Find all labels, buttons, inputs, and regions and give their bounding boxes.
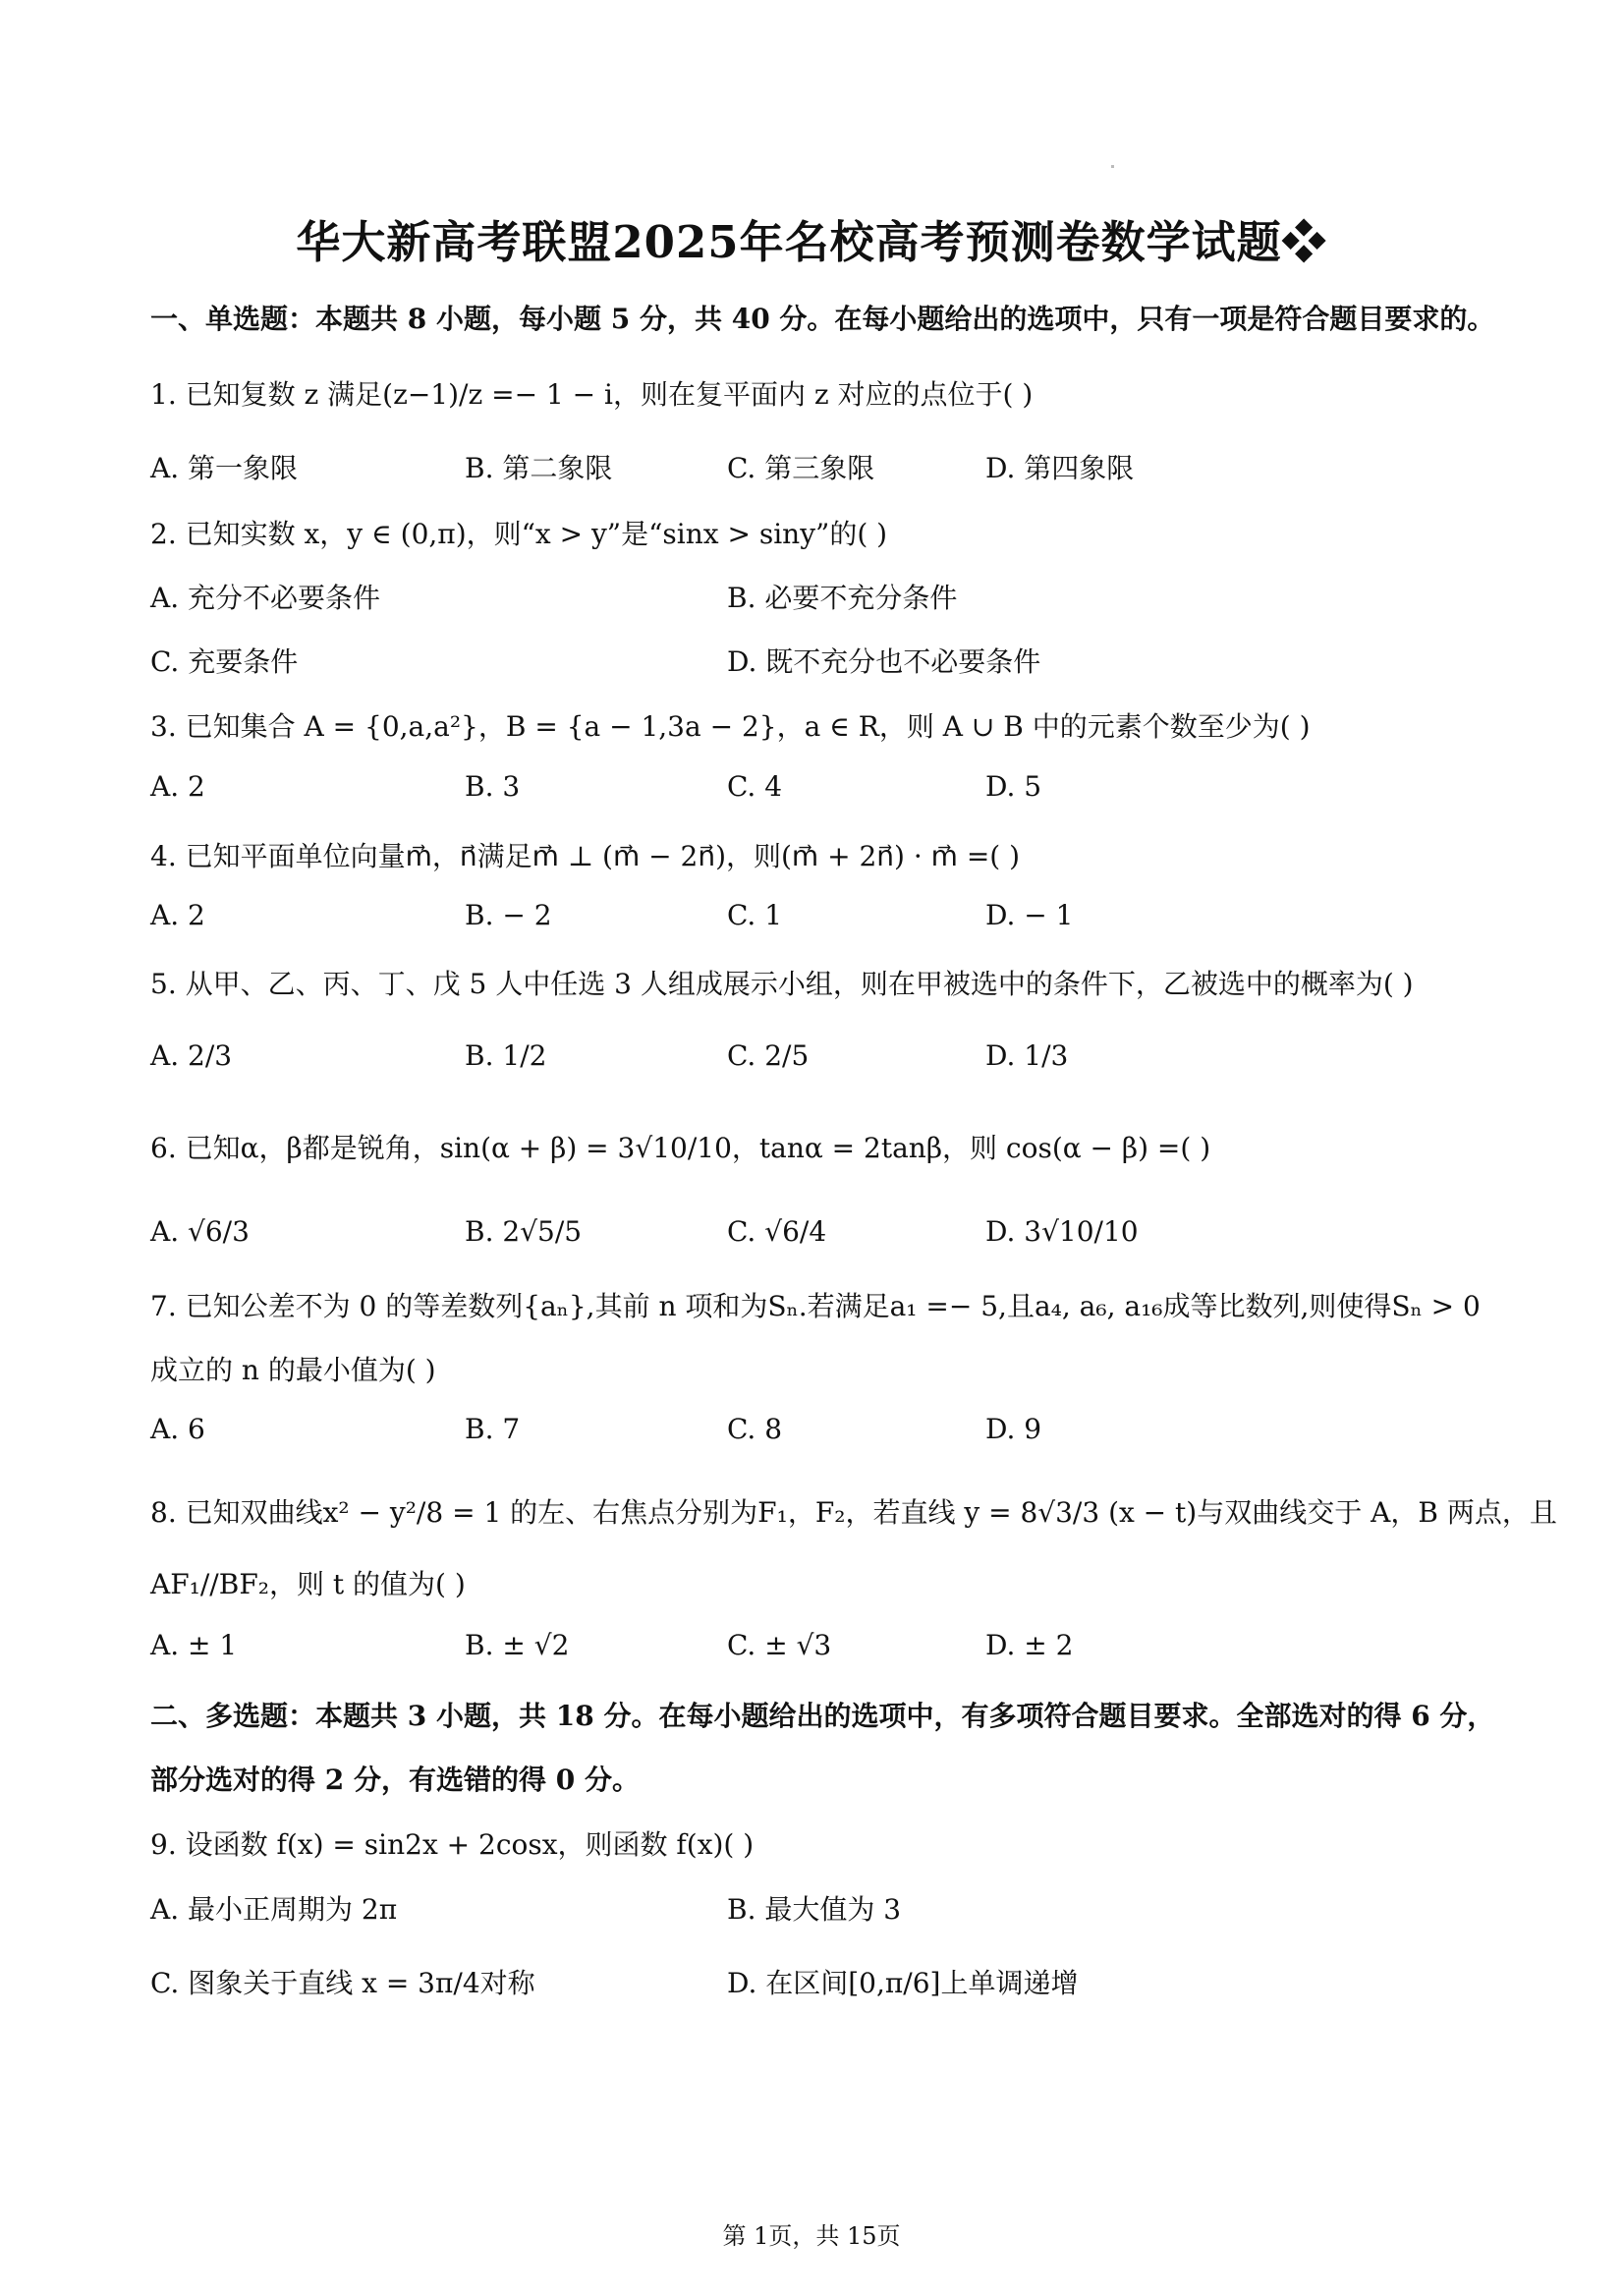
q4-option-c: C. 1: [727, 899, 783, 931]
page-title: 华大新高考联盟2025年名校高考预测卷数学试题❖: [296, 216, 1327, 268]
q5-option-a: A. 2/3: [150, 1039, 233, 1072]
q6-option-b: B. 2√5/5: [465, 1215, 583, 1248]
q5-option-b: B. 1/2: [465, 1039, 547, 1072]
q6-option-a: A. √6/3: [150, 1215, 250, 1248]
q1-option-c: C. 第三象限: [727, 452, 875, 484]
q7-option-a: A. 6: [150, 1413, 205, 1445]
question-8-line-2: AF₁//BF₂，则 t 的值为( ): [150, 1568, 466, 1600]
q4-option-d: D. − 1: [985, 899, 1074, 931]
question-5: 5. 从甲、乙、丙、丁、戊 5 人中任选 3 人组成展示小组，则在甲被选中的条件下，乙被选中的概率为( ): [150, 968, 1414, 1000]
q1-option-b: B. 第二象限: [465, 452, 613, 484]
question-3: 3. 已知集合 A = {0,a,a²}，B = {a − 1,3a − 2}，a ∈ R，则 A ∪ B 中的元素个数至少为( ): [150, 710, 1311, 743]
question-1: 1. 已知复数 z 满足(z−1)/z =− 1 − i，则在复平面内 z 对应的点位于( ): [150, 378, 1034, 411]
q8-option-d: D. ± 2: [985, 1629, 1074, 1661]
q7-option-b: B. 7: [465, 1413, 521, 1445]
q4-option-a: A. 2: [150, 899, 205, 931]
page-footer: 第 1页，共 15页: [722, 2222, 901, 2250]
q9-option-d: D. 在区间[0,π/6]上单调递增: [727, 1967, 1079, 1999]
question-7-line-2: 成立的 n 的最小值为( ): [150, 1354, 436, 1386]
q9-option-c: C. 图象关于直线 x = 3π/4对称: [150, 1967, 535, 1999]
section-2-heading-line-2: 部分选对的得 2 分，有选错的得 0 分。: [150, 1764, 640, 1796]
section-1-heading: 一、单选题：本题共 8 小题，每小题 5 分，共 40 分。在每小题给出的选项中，只有一项是符合题目要求的。: [150, 303, 1495, 335]
question-4: 4. 已知平面单位向量m⃗，n⃗满足m⃗ ⊥ (m⃗ − 2n⃗)，则(m⃗ + 2n⃗) · m⃗ =( ): [150, 840, 1021, 872]
q3-option-d: D. 5: [985, 770, 1042, 803]
q2-option-d: D. 既不充分也不必要条件: [727, 645, 1041, 678]
q4-option-b: B. − 2: [465, 899, 552, 931]
q7-option-d: D. 9: [985, 1413, 1042, 1445]
q5-option-c: C. 2/5: [727, 1039, 810, 1072]
section-2-heading-line-1: 二、多选题：本题共 3 小题，共 18 分。在每小题给出的选项中，有多项符合题目要求。全部选对的得 6 分，: [150, 1700, 1495, 1732]
q7-option-c: C. 8: [727, 1413, 783, 1445]
q2-option-a: A. 充分不必要条件: [150, 582, 381, 614]
question-8-line-1: 8. 已知双曲线x² − y²/8 = 1 的左、右焦点分别为F₁，F₂，若直线 y = 8√3/3 (x − t)与双曲线交于 A，B 两点，且: [150, 1496, 1557, 1529]
q3-option-c: C. 4: [727, 770, 783, 803]
q8-option-b: B. ± √2: [465, 1629, 570, 1661]
q1-option-a: A. 第一象限: [150, 452, 299, 484]
question-2: 2. 已知实数 x，y ∈ (0,π)，则“x > y”是“sinx > siny”的( ): [150, 518, 888, 550]
scan-speck: [1111, 165, 1114, 168]
question-6: 6. 已知α，β都是锐角，sin(α + β) = 3√10/10，tanα = 2tanβ，则 cos(α − β) =( ): [150, 1132, 1211, 1164]
q6-option-d: D. 3√10/10: [985, 1215, 1139, 1248]
q3-option-b: B. 3: [465, 770, 521, 803]
q5-option-d: D. 1/3: [985, 1039, 1069, 1072]
q9-option-b: B. 最大值为 3: [727, 1893, 902, 1926]
q2-option-b: B. 必要不充分条件: [727, 582, 958, 614]
q2-option-c: C. 充要条件: [150, 645, 299, 678]
q8-option-c: C. ± √3: [727, 1629, 832, 1661]
q9-option-a: A. 最小正周期为 2π: [150, 1893, 398, 1926]
q1-option-d: D. 第四象限: [985, 452, 1135, 484]
q8-option-a: A. ± 1: [150, 1629, 238, 1661]
question-7-line-1: 7. 已知公差不为 0 的等差数列{aₙ},其前 n 项和为Sₙ.若满足a₁ =− 5,且a₄, a₆, a₁₆成等比数列,则使得Sₙ > 0: [150, 1290, 1481, 1322]
question-9: 9. 设函数 f(x) = sin2x + 2cosx，则函数 f(x)( ): [150, 1828, 755, 1861]
q3-option-a: A. 2: [150, 770, 205, 803]
q6-option-c: C. √6/4: [727, 1215, 827, 1248]
